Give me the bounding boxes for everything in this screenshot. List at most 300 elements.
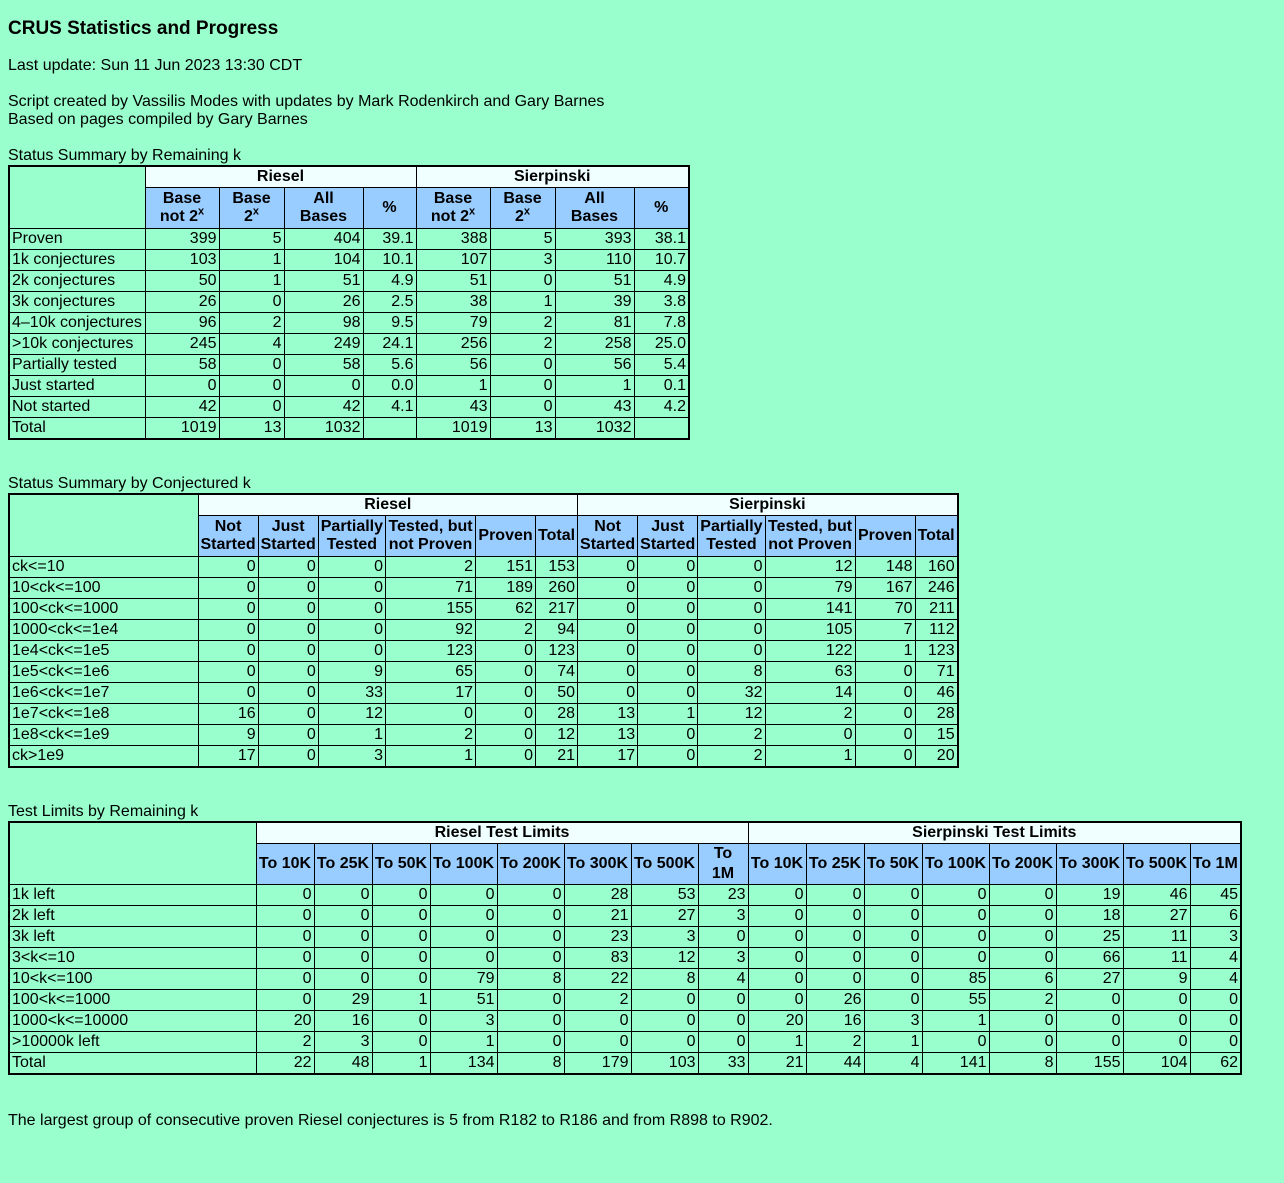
table-cell: 38.1 — [634, 229, 689, 250]
table-cell: 1 — [416, 376, 490, 397]
column-header: To 25K — [314, 844, 372, 885]
table-cell: 0 — [631, 990, 698, 1011]
table-cell: 5 — [219, 229, 284, 250]
table-cell: 3 — [318, 746, 385, 768]
table-cell: 110 — [555, 250, 634, 271]
table-cell: 0 — [497, 885, 564, 906]
table-cell: 4.9 — [363, 271, 416, 292]
table-cell: 8 — [989, 1053, 1056, 1075]
group-header: Sierpinski — [416, 166, 689, 188]
row-label: 1000<k<=10000 — [9, 1011, 256, 1032]
table-cell: 0 — [198, 683, 258, 704]
table-cell: 32 — [698, 683, 765, 704]
table-cell: 16 — [806, 1011, 864, 1032]
row-label: 1k left — [9, 885, 256, 906]
column-header: To 50K — [372, 844, 430, 885]
table-cell: 112 — [915, 620, 958, 641]
row-label: 3k conjectures — [9, 292, 145, 313]
row-label: 100<ck<=1000 — [9, 599, 198, 620]
table-cell: 122 — [765, 641, 855, 662]
table-cell: 148 — [855, 557, 915, 578]
column-header-line: Partially — [320, 518, 384, 535]
table-cell: 0 — [806, 927, 864, 948]
table-cell: 0 — [989, 1032, 1056, 1053]
table-cell: 0 — [198, 599, 258, 620]
table-cell: 20 — [256, 1011, 314, 1032]
table-cell: 2 — [386, 557, 476, 578]
column-header-line: All — [584, 190, 605, 207]
table-cell: 5.4 — [634, 355, 689, 376]
table-cell: 16 — [198, 704, 258, 725]
column-header-line: Not — [594, 518, 621, 535]
table-cell: 2 — [564, 990, 631, 1011]
table-cell: 2 — [490, 313, 555, 334]
table-row — [9, 704, 958, 725]
table-cell: 20 — [748, 1011, 806, 1032]
column-header-line: Not — [214, 518, 242, 535]
table-cell: 0 — [638, 620, 698, 641]
table-cell: 71 — [915, 662, 958, 683]
table-cell: 103 — [631, 1053, 698, 1075]
table-cell: 123 — [915, 641, 958, 662]
table-cell: 0 — [490, 376, 555, 397]
column-header — [765, 516, 855, 557]
table-cell: 0 — [1190, 1032, 1241, 1053]
table-cell: 0 — [372, 1032, 430, 1053]
table-cell: 92 — [386, 620, 476, 641]
table-cell: 55 — [922, 990, 989, 1011]
table-cell: 155 — [386, 599, 476, 620]
table-cell: 0 — [318, 641, 385, 662]
table-cell: 26 — [806, 990, 864, 1011]
table-cell: 5.6 — [363, 355, 416, 376]
table-cell: 58 — [284, 355, 363, 376]
table-cell: 3 — [698, 906, 748, 927]
table-cell: 9 — [1123, 969, 1190, 990]
table-cell: 0 — [748, 927, 806, 948]
table-cell: 2 — [490, 334, 555, 355]
table-row — [9, 990, 1241, 1011]
table-cell: 25.0 — [634, 334, 689, 355]
table-cell: 96 — [145, 313, 219, 334]
table-cell: 50 — [536, 683, 578, 704]
table-cell: 0 — [258, 683, 318, 704]
table-cell: 0 — [490, 271, 555, 292]
column-header — [198, 516, 258, 557]
table-cell: 0 — [258, 599, 318, 620]
table-cell: 0 — [698, 990, 748, 1011]
table-cell: 0 — [922, 906, 989, 927]
table-cell: 0.0 — [363, 376, 416, 397]
table-cell: 43 — [416, 397, 490, 418]
table-cell: 9 — [318, 662, 385, 683]
table-cell: 66 — [1056, 948, 1123, 969]
superscript: x — [523, 205, 531, 218]
table-cell: 79 — [765, 578, 855, 599]
column-header: To 10K — [256, 844, 314, 885]
table-cell: 81 — [555, 313, 634, 334]
table-cell: 62 — [1190, 1053, 1241, 1075]
table-cell: 0 — [318, 620, 385, 641]
table-cell: 17 — [198, 746, 258, 768]
table-cell: 4 — [864, 1053, 922, 1075]
row-label: 3<k<=10 — [9, 948, 256, 969]
table-cell: 1 — [490, 292, 555, 313]
column-header-line: Base — [162, 190, 202, 207]
table-cell: 2 — [698, 746, 765, 768]
table-cell: 0 — [922, 927, 989, 948]
column-header-line: Base — [433, 190, 473, 207]
column-header — [416, 188, 490, 229]
status-by-remaining-k-table — [8, 165, 690, 440]
table-cell: 123 — [536, 641, 578, 662]
column-header-line: Just — [271, 518, 305, 535]
column-header: To 100K — [430, 844, 497, 885]
table-cell: 51 — [416, 271, 490, 292]
table-cell: 0 — [989, 906, 1056, 927]
table-cell: 43 — [555, 397, 634, 418]
column-header-line: Tested, but — [388, 518, 473, 535]
column-header-line: Started — [640, 536, 696, 553]
table-cell: 0 — [1123, 1011, 1190, 1032]
table-cell: 0 — [198, 557, 258, 578]
row-label: Not started — [9, 397, 145, 418]
table-cell: 0 — [258, 662, 318, 683]
table-cell: 104 — [1123, 1053, 1190, 1075]
table-row — [9, 578, 958, 599]
table-cell: 0 — [698, 557, 765, 578]
table-cell: 45 — [1190, 885, 1241, 906]
table-cell: 44 — [806, 1053, 864, 1075]
table-cell: 3 — [631, 927, 698, 948]
column-header — [555, 188, 634, 229]
table-cell: 0 — [578, 662, 638, 683]
table-cell: 0 — [855, 662, 915, 683]
table-cell: 19 — [1056, 885, 1123, 906]
table-cell: 0 — [806, 948, 864, 969]
table-cell — [634, 418, 689, 440]
table-cell: 0 — [698, 620, 765, 641]
column-header-line: Tested — [326, 536, 378, 553]
table-cell: 0 — [631, 1032, 698, 1053]
table-cell: 4 — [219, 334, 284, 355]
table-cell: 21 — [748, 1053, 806, 1075]
table-cell: 51 — [430, 990, 497, 1011]
column-header-line: Started — [200, 536, 256, 553]
table-row — [9, 746, 958, 768]
table-cell: 256 — [416, 334, 490, 355]
table-cell: 53 — [631, 885, 698, 906]
table-cell: 0 — [314, 885, 372, 906]
table-cell: 8 — [497, 969, 564, 990]
table-cell: 0 — [219, 376, 284, 397]
table-cell: 123 — [386, 641, 476, 662]
column-header — [284, 188, 363, 229]
table-cell: 0 — [314, 969, 372, 990]
column-header-line: 2 — [243, 208, 253, 225]
table-cell: 1 — [372, 1053, 430, 1075]
table-cell: 0 — [698, 641, 765, 662]
column-header: To 500K — [631, 844, 698, 885]
table-cell: 9.5 — [363, 313, 416, 334]
table-cell: 58 — [145, 355, 219, 376]
table-cell: 23 — [564, 927, 631, 948]
table-cell: 79 — [416, 313, 490, 334]
table-cell: 0 — [922, 1032, 989, 1053]
table-cell: 104 — [284, 250, 363, 271]
table-cell: 85 — [922, 969, 989, 990]
table-cell: 1032 — [284, 418, 363, 440]
table-cell: 21 — [564, 906, 631, 927]
table-cell: 0 — [638, 557, 698, 578]
column-header-line: Proven — [857, 527, 913, 544]
table-cell: 0 — [256, 990, 314, 1011]
column-header-line: Total — [917, 527, 955, 544]
row-label: >10k conjectures — [9, 334, 145, 355]
table-cell: 0 — [372, 885, 430, 906]
table-cell: 0 — [1056, 1032, 1123, 1053]
table-cell: 134 — [430, 1053, 497, 1075]
table-cell: 0 — [497, 1011, 564, 1032]
corner-cell — [9, 166, 145, 229]
table-cell: 0 — [258, 578, 318, 599]
status-by-conjectured-k-table — [8, 493, 959, 768]
table-cell: 27 — [631, 906, 698, 927]
table-cell: 0 — [145, 376, 219, 397]
table-cell: 17 — [386, 683, 476, 704]
table-row — [9, 969, 1241, 990]
table-cell: 9 — [198, 725, 258, 746]
table-cell: 246 — [915, 578, 958, 599]
table-cell: 0 — [318, 557, 385, 578]
last-update: Last update: Sun 11 Jun 2023 13:30 CDT — [8, 57, 303, 74]
table-cell: 2 — [219, 313, 284, 334]
table-cell: 0 — [430, 948, 497, 969]
table-row — [9, 683, 958, 704]
table-cell: 0 — [219, 355, 284, 376]
table-cell: 98 — [284, 313, 363, 334]
table-row — [9, 885, 1241, 906]
table-cell: 4 — [698, 969, 748, 990]
table-cell: 94 — [536, 620, 578, 641]
table-cell: 6 — [1190, 906, 1241, 927]
table-cell: 12 — [698, 704, 765, 725]
table-row — [9, 906, 1241, 927]
group-header: Riesel — [198, 494, 578, 516]
table-cell: 3.8 — [634, 292, 689, 313]
table-cell: 0 — [476, 725, 536, 746]
table-cell: 1019 — [416, 418, 490, 440]
column-header — [476, 516, 536, 557]
column-header-line: Partially — [700, 518, 763, 535]
row-label: 1e4<ck<=1e5 — [9, 641, 198, 662]
table-cell: 0 — [864, 948, 922, 969]
table-cell: 0 — [765, 725, 855, 746]
table-row — [9, 927, 1241, 948]
table-cell: 189 — [476, 578, 536, 599]
column-header: To 50K — [864, 844, 922, 885]
table-cell: 0 — [748, 969, 806, 990]
column-header: To 1M — [1190, 844, 1241, 885]
table-cell: 260 — [536, 578, 578, 599]
table-cell: 0 — [748, 990, 806, 1011]
group-header: Sierpinski — [578, 494, 958, 516]
table-cell: 51 — [284, 271, 363, 292]
column-header — [258, 516, 318, 557]
table-cell: 105 — [765, 620, 855, 641]
table-cell: 2 — [386, 725, 476, 746]
table-cell: 22 — [256, 1053, 314, 1075]
table-cell: 11 — [1123, 948, 1190, 969]
table-row — [9, 376, 689, 397]
table-cell: 404 — [284, 229, 363, 250]
column-header — [698, 516, 765, 557]
table-cell: 0 — [922, 948, 989, 969]
table-cell: 24.1 — [363, 334, 416, 355]
column-header-line: not 2 — [159, 208, 199, 225]
group-header: Riesel Test Limits — [256, 822, 748, 844]
table-cell: 0 — [490, 355, 555, 376]
table-cell: 33 — [698, 1053, 748, 1075]
table-cell: 1 — [318, 725, 385, 746]
table-cell: 10.7 — [634, 250, 689, 271]
table-cell: 46 — [1123, 885, 1190, 906]
table-cell: 217 — [536, 599, 578, 620]
table-cell: 62 — [476, 599, 536, 620]
row-label: 1000<ck<=1e4 — [9, 620, 198, 641]
table-cell: 3 — [314, 1032, 372, 1053]
column-header-line: 2 — [514, 208, 524, 225]
table-cell: 12 — [765, 557, 855, 578]
table-cell: 0 — [698, 927, 748, 948]
table-cell: 0 — [314, 906, 372, 927]
table-cell: 65 — [386, 662, 476, 683]
table-cell: 0 — [1056, 990, 1123, 1011]
row-label: 1e5<ck<=1e6 — [9, 662, 198, 683]
table-cell: 0 — [258, 641, 318, 662]
table-cell: 0 — [989, 1011, 1056, 1032]
table-cell: 0 — [497, 948, 564, 969]
table-row — [9, 334, 689, 355]
column-header — [634, 188, 689, 229]
table-cell: 0 — [806, 969, 864, 990]
column-header: To 500K — [1123, 844, 1190, 885]
table-row — [9, 948, 1241, 969]
table-row — [9, 1011, 1241, 1032]
table-cell: 0 — [578, 557, 638, 578]
column-header — [145, 188, 219, 229]
table-cell: 0 — [318, 578, 385, 599]
table-cell: 0 — [578, 620, 638, 641]
table-cell: 1 — [765, 746, 855, 768]
column-header-line: Bases — [570, 208, 619, 225]
table-row — [9, 1053, 1241, 1075]
table-cell: 0 — [219, 292, 284, 313]
table-cell: 12 — [536, 725, 578, 746]
row-label: 4–10k conjectures — [9, 313, 145, 334]
row-label: ck<=10 — [9, 557, 198, 578]
table-cell: 0 — [748, 948, 806, 969]
credits — [8, 93, 1276, 129]
table-cell: 8 — [497, 1053, 564, 1075]
table-cell: 3 — [1190, 927, 1241, 948]
table-cell: 16 — [314, 1011, 372, 1032]
table-cell: 48 — [314, 1053, 372, 1075]
table-cell: 0 — [864, 927, 922, 948]
table-cell: 1 — [748, 1032, 806, 1053]
table-cell: 0 — [989, 927, 1056, 948]
table-cell: 22 — [564, 969, 631, 990]
table-cell: 0 — [864, 990, 922, 1011]
table-cell: 2 — [698, 725, 765, 746]
row-label: 1e8<ck<=1e9 — [9, 725, 198, 746]
table-cell: 0 — [314, 948, 372, 969]
table-row — [9, 292, 689, 313]
table-cell: 2.5 — [363, 292, 416, 313]
column-header-line: Tested, but — [767, 518, 853, 535]
column-header — [318, 516, 385, 557]
table3-caption: Test Limits by Remaining k — [8, 803, 199, 820]
table-cell: 0 — [497, 1032, 564, 1053]
row-label: Just started — [9, 376, 145, 397]
table-cell: 0 — [258, 620, 318, 641]
superscript: x — [252, 205, 260, 218]
table-cell: 0 — [476, 746, 536, 768]
table-cell: 0 — [476, 683, 536, 704]
table-cell: 0 — [698, 1032, 748, 1053]
corner-cell — [9, 822, 256, 885]
column-header: To 200K — [989, 844, 1056, 885]
table-cell: 1019 — [145, 418, 219, 440]
corner-cell — [9, 494, 198, 557]
table-cell: 28 — [536, 704, 578, 725]
table-cell: 0 — [638, 599, 698, 620]
table-cell: 0 — [638, 662, 698, 683]
table-row — [9, 397, 689, 418]
column-header-line: Started — [580, 536, 636, 553]
table-cell: 14 — [765, 683, 855, 704]
column-header-line: Proven — [478, 527, 533, 544]
table-cell: 0 — [497, 990, 564, 1011]
table-cell: 5 — [490, 229, 555, 250]
column-header — [578, 516, 638, 557]
table-cell: 0 — [256, 969, 314, 990]
table-cell: 0.1 — [634, 376, 689, 397]
table-cell: 11 — [1123, 927, 1190, 948]
table-cell: 0 — [198, 578, 258, 599]
group-header: Riesel — [145, 166, 416, 188]
table-cell: 245 — [145, 334, 219, 355]
column-header-line: not Proven — [768, 536, 852, 553]
table-cell: 0 — [855, 704, 915, 725]
table-cell: 0 — [564, 1032, 631, 1053]
row-label: 1k conjectures — [9, 250, 145, 271]
table-cell: 3 — [490, 250, 555, 271]
column-header-line: Total — [538, 527, 576, 544]
column-header: To 100K — [922, 844, 989, 885]
table-cell: 393 — [555, 229, 634, 250]
table-row — [9, 229, 689, 250]
row-label: >10000k left — [9, 1032, 256, 1053]
column-header — [638, 516, 698, 557]
table-cell: 29 — [314, 990, 372, 1011]
table-cell: 211 — [915, 599, 958, 620]
table-cell: 0 — [578, 641, 638, 662]
table-cell: 27 — [1056, 969, 1123, 990]
table-cell: 1 — [219, 271, 284, 292]
table-cell: 83 — [564, 948, 631, 969]
table-cell: 0 — [372, 927, 430, 948]
